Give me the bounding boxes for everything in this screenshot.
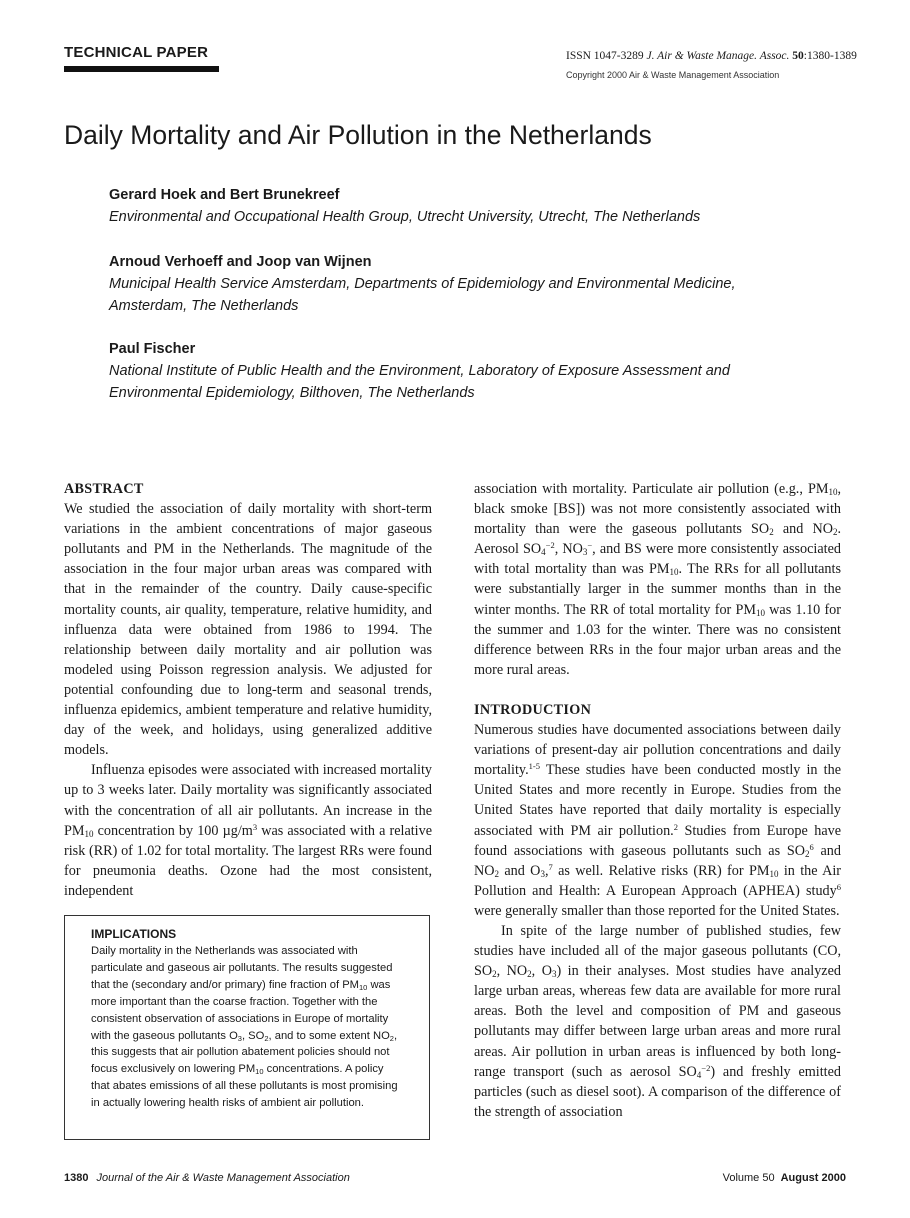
volume-ref: 50 — [792, 50, 804, 62]
abstract-continued: association with mortality. Particulate air pollution (e.g., $PM_{10}$, black smoke [BS]) was not more consistently associated with mortality than were the gaseous pollutants $SO_2$ and $NO_2$. Aerosol $SO_4^{-2}$, $NO_3^-$, and BS were more consistently associated with total mortality than was $PM_{10}$. The RRs for all pollutants were substantially larger in the summer months than in the winter months. The RR of total mortality for $PM_{10}$ was 1.10 for the summer and 1.03 for the winter. There was no consistent difference between RRs in the four major urban areas and the more rural areas. — [474, 481, 841, 678]
implications-text: Daily mortality in the Netherlands was associated with particulate and gaseous air pollutants. The results suggested that the (secondary and/or primary) fine fraction of $PM_{10}$ was more important than the coarse fraction. Together with the consistent observation of associations in Europe of mortality with the gaseous pollutants $O_3$, $SO_2$, and to some extent $NO_2$, this suggests that air pollution abatement policies should not focus exclusively on lowering $PM_{10}$ concentrations. A policy that abates emissions of all these pollutants is most promising in actually lowering health risks of ambient air pollution. — [91, 945, 398, 1110]
introduction-paragraph: Numerous studies have documented associations between daily variations of present-day air pollution concentrations and daily mortality.$^{1-5}$ These studies have been conducted mostly in the United States and more recently in Europe. Studies from the United States have reported that daily mortality is especially associated with PM air pollution.$^2$ Studies from Europe have found associations with gaseous pollutants such as $SO_2^6$ and $NO_2$ and $O_3,^7$ as well. Relative risks (RR) for $PM_{10}$ in the Air Pollution and Health: A European Approach (APHEA) study$^6$ were generally smaller than those reported for the United States. — [474, 722, 842, 919]
author-affiliation: National Institute of Public Health and the Environment, Laboratory of Exposure Assessment and — [109, 363, 730, 379]
left-column — [64, 479, 432, 901]
implications-title: IMPLICATIONS — [91, 927, 177, 941]
abstract-paragraph: We studied the association of daily mortality with short-term variations in the ambient concentrations of major gaseous pollutants and PM in the Netherlands. The magnitude of the association in the four major urban areas was compared with that in the remainder of the country. Daily cause-specific mortality counts, air quality, temperature, relative humidity, and influenza data were obtained from 1986 to 1994. The relationship between daily mortality and air pollution was modeled using Poisson regression analysis. We adjusted for potential confounding due to long-term and seasonal trends, influenza epidemics, ambient temperature and relative humidity, day of the week, and holidays, using generalized additive models. — [64, 501, 432, 759]
footer-date: August 2000 — [780, 1172, 846, 1184]
footer-left — [64, 1172, 350, 1184]
footer-journal-name: Journal of the Air & Waste Management Association — [96, 1172, 350, 1184]
introduction-paragraph: In spite of the large number of published studies, few studies have included all of the major gaseous pollutants (CO, $SO_2$, $NO_2$, $O_3$) in their analyses. Most studies have analyzed large urban areas, whereas few data are available for more rural areas. Both the level and composition of PM and gaseous pollutants may differ between large urban areas and more rural areas. Air pollution in urban areas is influenced by both long-range transport (such as aerosol $SO_4^{-2}$) and freshly emitted particles (such as diesel soot). A comparison of the difference of the strength of association — [474, 922, 842, 1120]
abstract-heading: ABSTRACT — [64, 481, 144, 497]
paper-title: Daily Mortality and Air Pollution in the Netherlands — [64, 120, 652, 150]
author-block — [109, 251, 735, 317]
author-block — [109, 184, 700, 228]
author-names: Paul Fischer — [109, 341, 196, 357]
introduction-heading: INTRODUCTION — [474, 701, 592, 718]
issn: ISSN 1047-3289 — [566, 50, 644, 62]
author-affiliation: Amsterdam, The Netherlands — [109, 298, 299, 314]
footer-right — [723, 1172, 846, 1184]
journal-citation — [566, 50, 857, 62]
page-range: :1380-1389 — [803, 50, 857, 62]
footer-volume: Volume 50 — [722, 1172, 775, 1184]
author-names: Gerard Hoek and Bert Brunekreef — [109, 187, 340, 203]
author-affiliation: Environmental Epidemiology, Bilthoven, The Netherlands — [109, 385, 475, 401]
page-number: 1380 — [64, 1172, 89, 1184]
abstract-paragraph: Influenza episodes were associated with increased mortality up to 3 weeks later. Daily mortality was significantly associated with the concentration of all air pollutants. An increase in the $PM_{10}$ concentration by 100 $\mu g/m^3$ was associated with a relative risk (RR) of 1.02 for total mortality. The largest RRs were found for pneumonia deaths. Ozone had the most consistent, independent — [64, 762, 433, 899]
section-gap — [474, 680, 841, 700]
author-affiliation: Municipal Health Service Amsterdam, Departments of Epidemiology and Environmental Medicine, — [109, 276, 736, 292]
journal-abbrev: J. Air & Waste Manage. Assoc. — [646, 50, 790, 62]
copyright-line: Copyright 2000 Air & Waste Management Association — [566, 70, 780, 80]
author-block — [109, 338, 730, 404]
implications-box — [64, 915, 430, 1140]
author-names: Arnoud Verhoeff and Joop van Wijnen — [109, 254, 372, 270]
section-rule — [64, 66, 219, 72]
right-column — [474, 479, 841, 1122]
author-affiliation: Environmental and Occupational Health Group, Utrecht University, Utrecht, The Netherlands — [109, 209, 701, 225]
section-label: TECHNICAL PAPER — [64, 44, 209, 61]
